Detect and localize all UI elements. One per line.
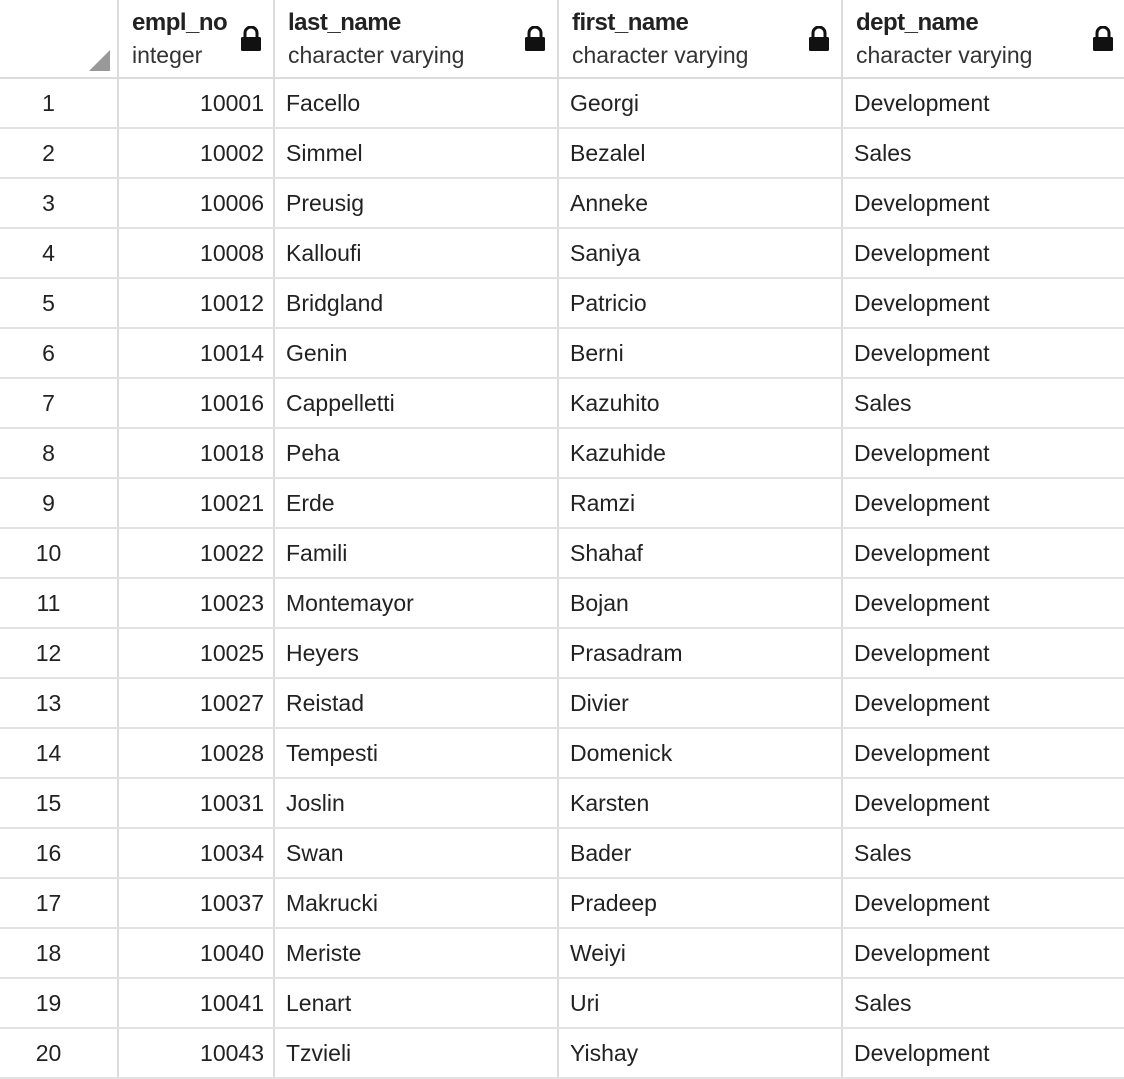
column-type: character varying — [856, 42, 1033, 68]
cell-last-name[interactable]: Swan — [275, 829, 559, 877]
cell-dept-name[interactable]: Development — [854, 490, 990, 516]
cell-first-name[interactable]: Divier — [559, 679, 843, 727]
select-all-triangle-icon[interactable] — [89, 50, 110, 71]
cell-dept-name[interactable]: Development — [854, 640, 990, 666]
column-name: last_name — [288, 9, 401, 36]
cell-first-name[interactable]: Kazuhito — [559, 379, 843, 427]
cell-empl-no[interactable]: 10001 — [119, 79, 275, 127]
cell-dept-name[interactable]: Sales — [854, 990, 912, 1016]
cell-empl-no[interactable]: 10021 — [119, 479, 275, 527]
column-name: dept_name — [856, 9, 979, 36]
row-number[interactable]: 11 — [0, 579, 119, 627]
cell-last-name[interactable]: Tzvieli — [275, 1029, 559, 1077]
table-row[interactable] — [0, 429, 1124, 479]
cell-last-name[interactable]: Tempesti — [275, 729, 559, 777]
column-type: integer — [132, 42, 203, 68]
row-number[interactable]: 5 — [0, 279, 119, 327]
cell-empl-no[interactable]: 10018 — [119, 429, 275, 477]
cell-first-name[interactable]: Prasadram — [559, 629, 843, 677]
row-number[interactable]: 9 — [0, 479, 119, 527]
cell-last-name[interactable]: Lenart — [275, 979, 559, 1027]
cell-last-name[interactable]: Genin — [275, 329, 559, 377]
table-row[interactable] — [0, 179, 1124, 229]
cell-first-name[interactable]: Bader — [559, 829, 843, 877]
cell-empl-no[interactable]: 10043 — [119, 1029, 275, 1077]
cell-first-name[interactable]: Shahaf — [559, 529, 843, 577]
cell-empl-no[interactable]: 10031 — [119, 779, 275, 827]
cell-empl-no[interactable]: 10023 — [119, 579, 275, 627]
cell-empl-no[interactable]: 10025 — [119, 629, 275, 677]
cell-last-name[interactable]: Joslin — [275, 779, 559, 827]
row-number[interactable]: 3 — [0, 179, 119, 227]
column-header-last-name[interactable] — [275, 0, 559, 78]
cell-dept-name[interactable]: Development — [854, 590, 990, 616]
cell-dept-name[interactable]: Development — [854, 540, 990, 566]
cell-dept-name[interactable]: Development — [854, 890, 990, 916]
table-row[interactable] — [0, 129, 1124, 179]
cell-first-name[interactable]: Domenick — [559, 729, 843, 777]
row-number[interactable]: 19 — [0, 979, 119, 1027]
table-row[interactable] — [0, 229, 1124, 279]
cell-dept-name[interactable]: Development — [854, 290, 990, 316]
cell-first-name[interactable]: Saniya — [559, 229, 843, 277]
cell-first-name[interactable]: Uri — [559, 979, 843, 1027]
cell-empl-no[interactable]: 10014 — [119, 329, 275, 377]
cell-first-name[interactable]: Bezalel — [559, 129, 843, 177]
cell-dept-name[interactable]: Development — [854, 940, 990, 966]
cell-empl-no[interactable]: 10028 — [119, 729, 275, 777]
cell-last-name[interactable]: Erde — [275, 479, 559, 527]
cell-first-name[interactable]: Ramzi — [559, 479, 843, 527]
cell-last-name[interactable]: Bridgland — [275, 279, 559, 327]
cell-empl-no[interactable]: 10008 — [119, 229, 275, 277]
row-number[interactable]: 7 — [0, 379, 119, 427]
cell-dept-name[interactable]: Sales — [854, 840, 912, 866]
row-number[interactable]: 4 — [0, 229, 119, 277]
cell-first-name[interactable]: Berni — [559, 329, 843, 377]
column-type: character varying — [572, 42, 749, 68]
row-number[interactable]: 15 — [0, 779, 119, 827]
table-row[interactable] — [0, 929, 1124, 979]
cell-last-name[interactable]: Peha — [275, 429, 559, 477]
cell-dept-name[interactable]: Sales — [854, 390, 912, 416]
cell-dept-name[interactable]: Development — [854, 340, 990, 366]
cell-first-name[interactable]: Pradeep — [559, 879, 843, 927]
cell-last-name[interactable]: Reistad — [275, 679, 559, 727]
row-number[interactable]: 12 — [0, 629, 119, 677]
lock-icon — [1092, 26, 1114, 52]
table-row[interactable] — [0, 329, 1124, 379]
table-row[interactable] — [0, 679, 1124, 729]
cell-empl-no[interactable]: 10034 — [119, 829, 275, 877]
table-row[interactable] — [0, 79, 1124, 129]
cell-last-name[interactable]: Kalloufi — [275, 229, 559, 277]
row-number[interactable]: 6 — [0, 329, 119, 377]
cell-first-name[interactable]: Kazuhide — [559, 429, 843, 477]
cell-empl-no[interactable]: 10012 — [119, 279, 275, 327]
cell-first-name[interactable]: Karsten — [559, 779, 843, 827]
grid-body — [0, 79, 1124, 1079]
row-number[interactable]: 20 — [0, 1029, 119, 1077]
table-row[interactable] — [0, 779, 1124, 829]
cell-dept-name[interactable]: Development — [854, 740, 990, 766]
table-row[interactable] — [0, 279, 1124, 329]
column-header-first-name[interactable] — [559, 0, 843, 78]
lock-icon — [524, 26, 546, 52]
row-number[interactable]: 17 — [0, 879, 119, 927]
cell-empl-no[interactable]: 10041 — [119, 979, 275, 1027]
cell-last-name[interactable]: Simmel — [275, 129, 559, 177]
cell-dept-name[interactable]: Development — [854, 1040, 990, 1066]
row-number[interactable]: 18 — [0, 929, 119, 977]
table-row[interactable] — [0, 1029, 1124, 1079]
table-row[interactable] — [0, 529, 1124, 579]
row-number[interactable]: 13 — [0, 679, 119, 727]
cell-empl-no[interactable]: 10002 — [119, 129, 275, 177]
cell-last-name[interactable]: Cappelletti — [275, 379, 559, 427]
cell-dept-name[interactable]: Development — [854, 440, 990, 466]
table-row[interactable] — [0, 879, 1124, 929]
cell-first-name[interactable]: Yishay — [559, 1029, 843, 1077]
cell-last-name[interactable]: Facello — [275, 79, 559, 127]
cell-dept-name[interactable]: Development — [854, 240, 990, 266]
cell-dept-name[interactable]: Development — [854, 90, 990, 116]
table-row[interactable] — [0, 629, 1124, 679]
cell-dept-name[interactable]: Development — [854, 690, 990, 716]
column-header-empl-no[interactable] — [119, 0, 275, 78]
table-row[interactable] — [0, 479, 1124, 529]
cell-dept-name[interactable]: Development — [854, 190, 990, 216]
cell-dept-name[interactable]: Sales — [854, 140, 912, 166]
row-number[interactable]: 2 — [0, 129, 119, 177]
table-row[interactable] — [0, 379, 1124, 429]
lock-icon — [808, 26, 830, 52]
row-number[interactable]: 1 — [0, 79, 119, 127]
row-number[interactable]: 10 — [0, 529, 119, 577]
cell-empl-no[interactable]: 10016 — [119, 379, 275, 427]
cell-last-name[interactable]: Makrucki — [275, 879, 559, 927]
table-row[interactable] — [0, 979, 1124, 1029]
cell-empl-no[interactable]: 10027 — [119, 679, 275, 727]
table-row[interactable] — [0, 729, 1124, 779]
table-row[interactable] — [0, 829, 1124, 879]
cell-first-name[interactable]: Georgi — [559, 79, 843, 127]
cell-first-name[interactable]: Anneke — [559, 179, 843, 227]
row-number[interactable]: 8 — [0, 429, 119, 477]
cell-last-name[interactable]: Meriste — [275, 929, 559, 977]
row-number[interactable]: 14 — [0, 729, 119, 777]
cell-empl-no[interactable]: 10006 — [119, 179, 275, 227]
cell-last-name[interactable]: Famili — [275, 529, 559, 577]
cell-last-name[interactable]: Preusig — [275, 179, 559, 227]
cell-empl-no[interactable]: 10022 — [119, 529, 275, 577]
column-name: empl_no — [132, 9, 228, 36]
cell-first-name[interactable]: Weiyi — [559, 929, 843, 977]
cell-first-name[interactable]: Bojan — [559, 579, 843, 627]
row-number[interactable]: 16 — [0, 829, 119, 877]
cell-last-name[interactable]: Heyers — [275, 629, 559, 677]
cell-empl-no[interactable]: 10037 — [119, 879, 275, 927]
column-name: first_name — [572, 9, 689, 36]
cell-empl-no[interactable]: 10040 — [119, 929, 275, 977]
select-all-corner[interactable] — [0, 0, 119, 78]
grid-header — [0, 0, 1124, 79]
table-row[interactable] — [0, 579, 1124, 629]
cell-dept-name[interactable]: Development — [854, 790, 990, 816]
column-type: character varying — [288, 42, 465, 68]
lock-icon — [240, 26, 262, 52]
cell-first-name[interactable]: Patricio — [559, 279, 843, 327]
column-header-dept-name[interactable] — [843, 0, 1124, 78]
cell-last-name[interactable]: Montemayor — [275, 579, 559, 627]
